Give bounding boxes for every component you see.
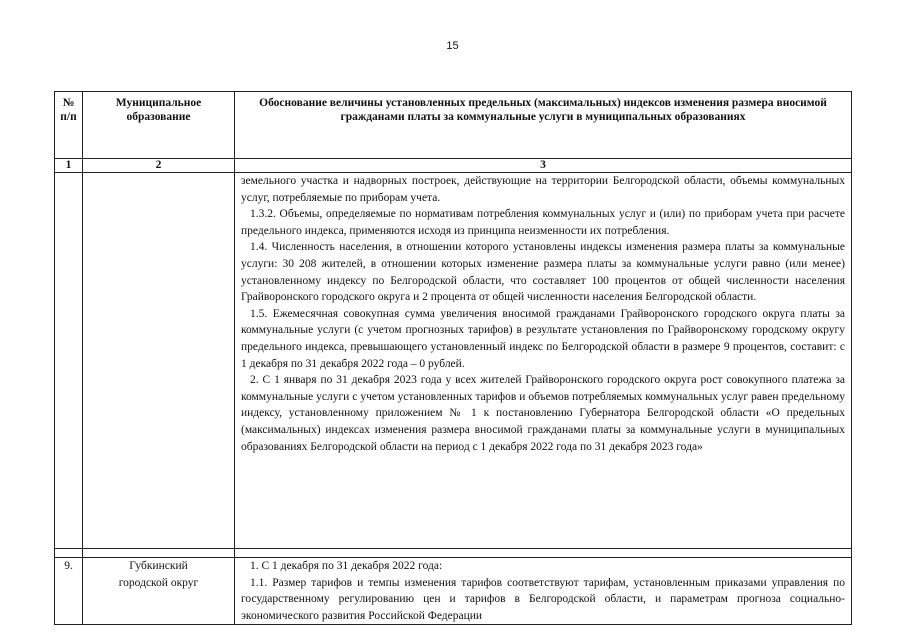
paragraph: 1.5. Ежемесячная совокупная сумма увеличения вносимой гражданами Грайворонского городского округа платы за коммунальные услуги (с учетом прогнозных тарифов) в результате установления по Грайворонскому городскому округу предельного индекса, превышающего установленный индекс по Белгородской области в размере 9 процентов, составит: с 1 декабря по 31 декабря 2022 года – 0 рублей. [241,307,845,370]
column-number-row [55,159,852,173]
column-number-1: 1 [55,159,83,173]
paragraph: земельного участка и надворных построек, действующие на территории Белгородской области, объемы коммунальных услуг, потребляемые по приборам учета. [241,175,845,204]
spacer-cell [235,549,852,558]
header-num: № п/п [55,92,83,159]
paragraph: 2. С 1 января по 31 декабря 2023 года у всех жителей Грайворонского городского округа рост совокупного платежа за коммунальные услуги с учетом установленных тарифов и объемов потребляемых коммунальных услуг равен предельному индексу, установленному приложением № 1 к постановлению Губернатора Белгородской области «О предельных (максимальных) индексах изменения размера вносимой гражданами платы за коммунальные услуги в муниципальных образованиях Белгородской области на период с 1 декабря 2022 года по 31 декабря 2023 года» [241,374,845,453]
column-number-2: 2 [83,159,235,173]
municipality-name: Губкинский городской округ [83,558,235,625]
row9-text-cell [235,558,852,625]
header-justification: Обоснование величины установленных предельных (максимальных) индексов изменения размера вносимой гражданами платы за коммунальные услуги в муниципальных образованиях [235,92,852,159]
table-row-continued [55,173,852,549]
table-header-row [55,92,852,159]
spacer-cell [83,549,235,558]
continued-municipality-cell [83,173,235,549]
paragraph: 1.1. Размер тарифов и темпы изменения тарифов соответствуют тарифам, установленным приказами управления по государственному регулированию цен и тарифов в Белгородской области, и параметрам прогноза социально-экономического развития Российской Федерации [241,576,845,622]
continued-num-cell [55,173,83,549]
paragraph: 1. С 1 декабря по 31 декабря 2022 года: [250,560,443,572]
row-number: 9. [55,558,83,625]
column-number-3: 3 [235,159,852,173]
spacer-cell [55,549,83,558]
table-row-9 [55,558,852,625]
continued-text-cell [235,173,852,549]
row-spacer [55,549,852,558]
justification-table [54,91,852,625]
page-number: 15 [446,40,459,52]
paragraph: 1.3.2. Объемы, определяемые по нормативам потребления коммунальных услуг и (или) по приборам учета при расчете предельного индекса, применяются исходя из принципа неизменности их потребления. [241,208,845,237]
paragraph: 1.4. Численность населения, в отношении которого установлены индексы изменения размера платы за коммунальные услуги: 30 208 жителей, в отношении которых изменение размера платы за коммунальные услуги равно (или менее) установленному индексу по Белгородской области, что составляет 100 процентов от общей численности населения Грайворонского городского округа и 2 процента от общей численности населения Белгородской области. [241,241,845,304]
header-municipality: Муниципальное образование [83,92,235,159]
